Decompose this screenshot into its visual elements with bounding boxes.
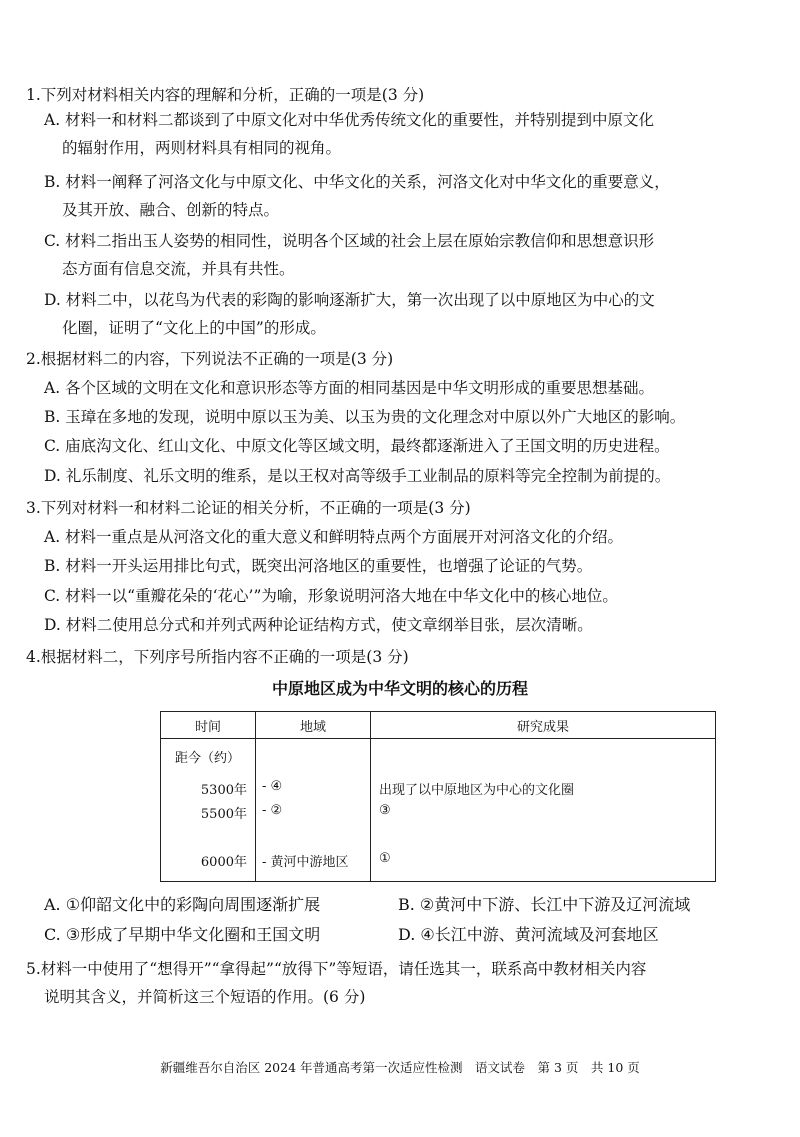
region-4: - ④ (262, 779, 283, 794)
result-3: ③ (379, 803, 391, 818)
result-1: ① (379, 851, 391, 866)
time-label: 距今（约） (175, 751, 241, 766)
q1-option-d-line1: D. 材料二中，以花鸟为代表的彩陶的影响逐渐扩大，第一次出现了以中原地区为中心的文 (44, 291, 655, 309)
question-5-stem: 5.材料一中使用了“想得开”“拿得起”“放得下”等短语，请任选其一，联系高中教材相关内容 (26, 960, 647, 978)
q1-option-a-line1: A. 材料一和材料二都谈到了中原文化对中华优秀传统文化的重要性，并特别提到中原文化 (44, 111, 655, 129)
q2-option-d: D. 礼乐制度、礼乐文明的维系，是以王权对高等级手工业制品的原料等完全控制为前提的。 (44, 467, 671, 485)
page-footer: 新疆维吾尔自治区 2024 年普通高考第一次适应性检测 语文试卷 第 3 页 共 10 页 (160, 1060, 640, 1075)
q1-option-c-line2: 态方面有信息交流，并具有共性。 (62, 260, 295, 278)
q1-option-b-line1: B. 材料一阐释了河洛文化与中原文化、中华文化的关系，河洛文化对中华文化的重要意义， (44, 173, 670, 191)
result-4: 出现了以中原地区为中心的文化圈 (379, 783, 575, 798)
q4-option-b: B. ②黄河中下游、长江中下游及辽河流域 (398, 895, 691, 914)
region-column (256, 739, 371, 882)
q1-option-a-line2: 的辐射作用，两则材料具有相同的视角。 (62, 139, 342, 157)
q2-option-c: C. 庙底沟文化、红山文化、中原文化等区域文明，最终都逐渐进入了王国文明的历史进程。 (44, 437, 670, 455)
question-1-stem: 1.下列对材料相关内容的理解和分析，正确的一项是(3 分) (26, 86, 425, 104)
question-2-stem: 2.根据材料二的内容，下列说法不正确的一项是(3 分) (26, 350, 394, 368)
question-4-stem: 4.根据材料二，下列序号所指内容不正确的一项是(3 分) (26, 648, 409, 666)
q3-option-a: A. 材料一重点是从河洛文化的重大意义和鲜明特点两个方面展开对河洛文化的介绍。 (44, 528, 624, 546)
question-3-stem: 3.下列对材料一和材料二论证的相关分析，不正确的一项是(3 分) (26, 499, 471, 517)
q1-option-b (44, 168, 744, 224)
q3-option-c: C. 材料一以“重瓣花朵的‘花心’”为喻，形象说明河洛大地在中华文化中的核心地位。 (44, 587, 618, 605)
table-header-region: 地域 (256, 712, 371, 739)
results-column (371, 739, 716, 882)
table-title: 中原地区成为中华文明的核心的历程 (271, 679, 528, 698)
q1-option-c (44, 227, 744, 283)
table-header-time: 时间 (161, 712, 256, 739)
time-column (161, 739, 256, 882)
q3-option-b: B. 材料一开头运用排比句式，既突出河洛地区的重要性，也增强了论证的气势。 (44, 557, 593, 575)
q1-option-d-line2: 化圈，证明了“文化上的中国”的形成。 (62, 319, 326, 337)
table-header-results: 研究成果 (371, 712, 716, 739)
q4-option-d: D. ④长江中游、黄河流域及河套地区 (398, 925, 659, 944)
q1-option-b-line2: 及其开放、融合、创新的特点。 (62, 201, 280, 219)
timeline-table (160, 711, 716, 882)
q2-option-b: B. 玉璋在多地的发现，说明中原以玉为美、以玉为贵的文化理念对中原以外广大地区的影响。 (44, 408, 686, 426)
q4-option-c: C. ③形成了早期中华文化圈和王国文明 (44, 925, 321, 944)
time-6000: 6000年 (200, 855, 247, 870)
q1-option-c-line1: C. 材料二指出玉人姿势的相同性，说明各个区域的社会上层在原始宗教信仰和思想意识形 (44, 232, 655, 250)
q1-option-a (44, 106, 744, 162)
question-5-stem-line2: 说明其含义，并简析这三个短语的作用。(6 分) (44, 988, 366, 1006)
region-yellow-river: - 黄河中游地区 (262, 855, 349, 870)
time-5500: 5500年 (200, 807, 247, 822)
q2-option-a: A. 各个区域的文明在文化和意识形态等方面的相同基因是中华文明形成的重要思想基础。 (44, 379, 655, 397)
q3-option-d: D. 材料二使用总分式和并列式两种论证结构方式，使文章纲举目张，层次清晰。 (44, 616, 593, 634)
q4-option-a: A. ①仰韶文化中的彩陶向周围逐渐扩展 (44, 895, 321, 914)
region-2: - ② (262, 803, 283, 818)
q1-option-d (44, 286, 744, 342)
time-5300: 5300年 (200, 783, 247, 798)
